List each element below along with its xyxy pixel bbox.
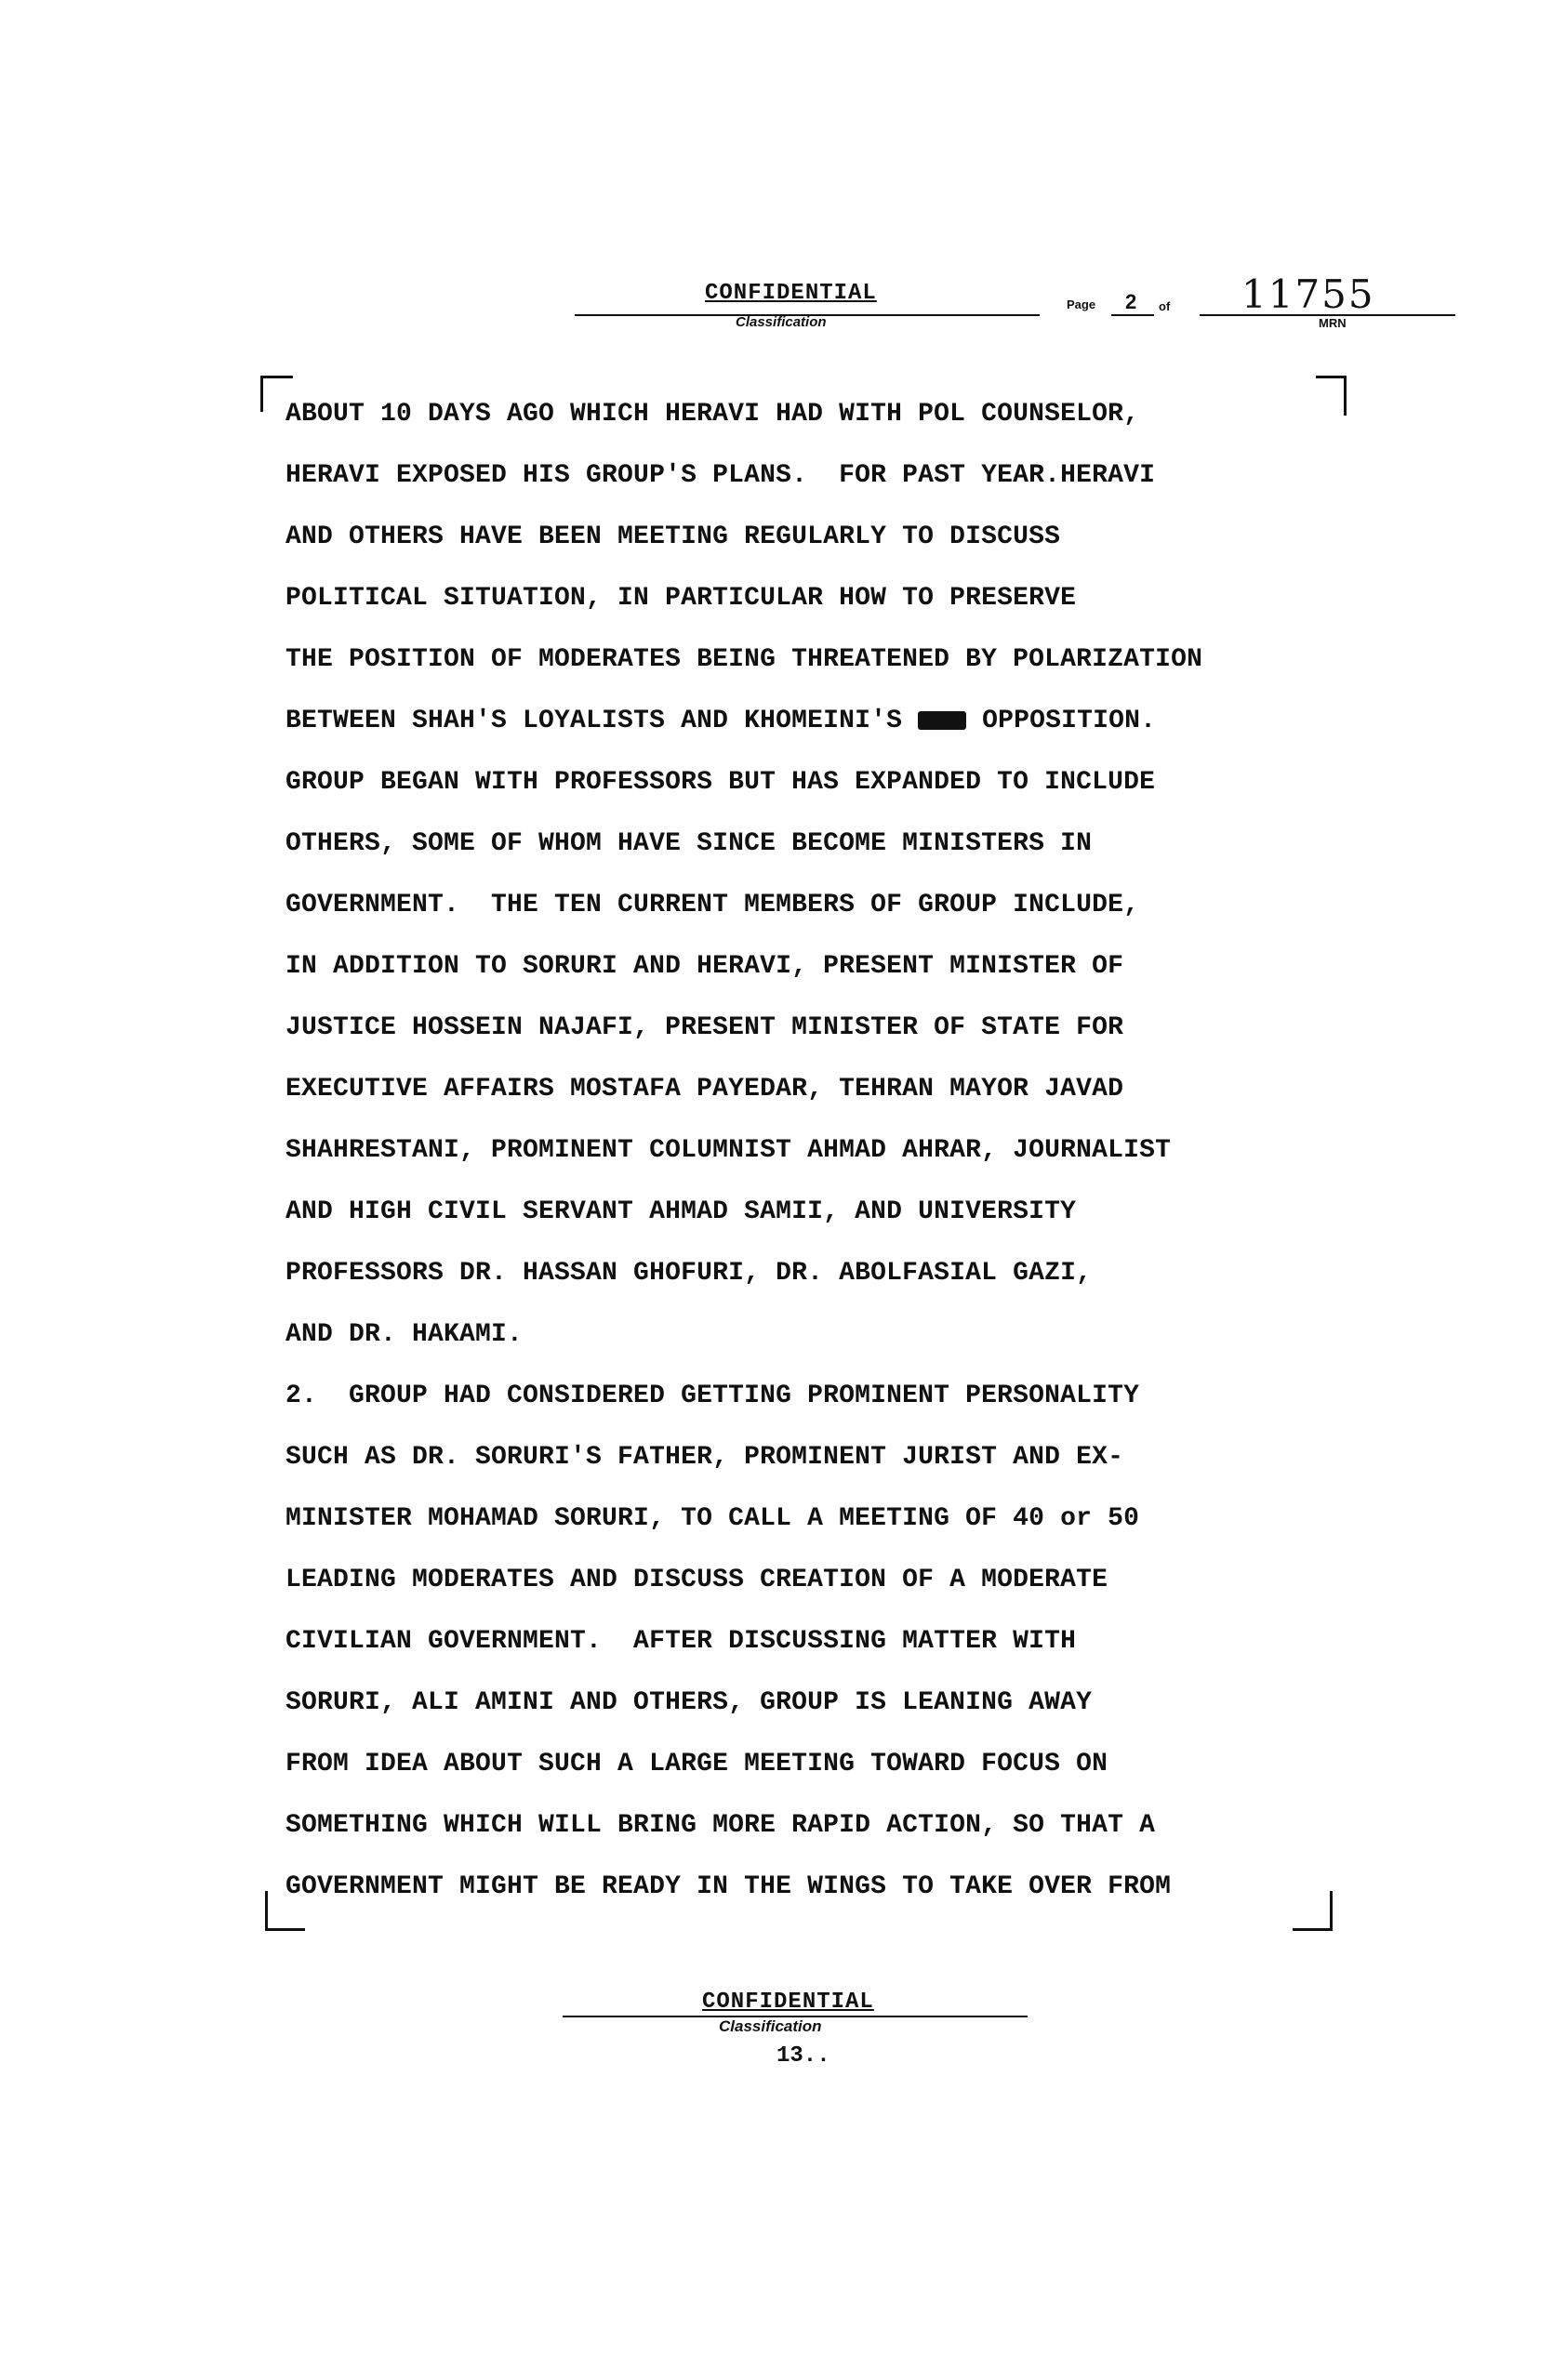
body-line: SUCH AS DR. SORURI'S FATHER, PROMINENT JURIST AND EX- xyxy=(285,1443,1124,1472)
body-line: HERAVI EXPOSED HIS GROUP'S PLANS. FOR PAST YEAR.HERAVI xyxy=(285,461,1156,490)
body-line: CIVILIAN GOVERNMENT. AFTER DISCUSSING MATTER WITH xyxy=(285,1627,1077,1656)
body-line: OTHERS, SOME OF WHOM HAVE SINCE BECOME MINISTERS IN xyxy=(285,829,1093,858)
body-line: IN ADDITION TO SORURI AND HERAVI, PRESENT MINISTER OF xyxy=(285,952,1124,981)
body-line: 2. GROUP HAD CONSIDERED GETTING PROMINENT PERSONALITY xyxy=(285,1382,1140,1410)
mrn-handwritten: 11755 xyxy=(1241,271,1375,317)
header-classification: CONFIDENTIAL xyxy=(705,281,877,306)
page-number-rule xyxy=(1111,314,1154,316)
body-line: GROUP BEGAN WITH PROFESSORS BUT HAS EXPANDED TO INCLUDE xyxy=(285,768,1156,797)
body-line: SHAHRESTANI, PROMINENT COLUMNIST AHMAD AHRAR, JOURNALIST xyxy=(285,1136,1172,1165)
body-line: POLITICAL SITUATION, IN PARTICULAR HOW TO PRESERVE xyxy=(285,584,1077,613)
body-line: LEADING MODERATES AND DISCUSS CREATION OF A MODERATE xyxy=(285,1566,1108,1594)
redaction-mark xyxy=(918,711,966,730)
footer-number: 13.. xyxy=(776,2043,830,2069)
body-line-redacted xyxy=(285,701,1401,762)
body-line: THE POSITION OF MODERATES BEING THREATENED BY POLARIZATION xyxy=(285,645,1203,674)
body-line: SORURI, ALI AMINI AND OTHERS, GROUP IS LEANING AWAY xyxy=(285,1688,1093,1717)
body-line-prefix: BETWEEN SHAH'S LOYALISTS AND KHOMEINI'S xyxy=(285,707,903,735)
header-classification-label: Classification xyxy=(736,314,827,330)
cable-body xyxy=(285,394,1401,1928)
body-line: AND HIGH CIVIL SERVANT AHMAD SAMII, AND UNIVERSITY xyxy=(285,1197,1077,1226)
body-line-suffix: OPPOSITION. xyxy=(982,707,1157,735)
footer-classification: CONFIDENTIAL xyxy=(702,1990,874,2015)
body-line: PROFESSORS DR. HASSAN GHOFURI, DR. ABOLFASIAL GAZI, xyxy=(285,1259,1093,1288)
body-line: ABOUT 10 DAYS AGO WHICH HERAVI HAD WITH POL COUNSELOR, xyxy=(285,400,1140,429)
of-label: of xyxy=(1159,299,1171,313)
mrn-label: MRN xyxy=(1319,316,1347,330)
body-line: GOVERNMENT. THE TEN CURRENT MEMBERS OF GROUP INCLUDE, xyxy=(285,891,1140,919)
body-line: AND DR. HAKAMI. xyxy=(285,1320,524,1349)
footer-classification-label: Classification xyxy=(719,2017,822,2035)
body-line: AND OTHERS HAVE BEEN MEETING REGULARLY TO DISCUSS xyxy=(285,522,1061,551)
body-line: JUSTICE HOSSEIN NAJAFI, PRESENT MINISTER OF STATE FOR xyxy=(285,1013,1124,1042)
page-number: 2 xyxy=(1125,290,1137,313)
body-line: GOVERNMENT MIGHT BE READY IN THE WINGS TO TAKE OVER FROM xyxy=(285,1872,1172,1901)
body-line: EXECUTIVE AFFAIRS MOSTAFA PAYEDAR, TEHRAN MAYOR JAVAD xyxy=(285,1075,1124,1104)
body-line: FROM IDEA ABOUT SUCH A LARGE MEETING TOWARD FOCUS ON xyxy=(285,1750,1108,1778)
body-line: MINISTER MOHAMAD SORURI, TO CALL A MEETING OF 40 or 50 xyxy=(285,1504,1140,1533)
page-label: Page xyxy=(1067,298,1096,311)
body-line: SOMETHING WHICH WILL BRING MORE RAPID ACTION, SO THAT A xyxy=(285,1811,1156,1840)
